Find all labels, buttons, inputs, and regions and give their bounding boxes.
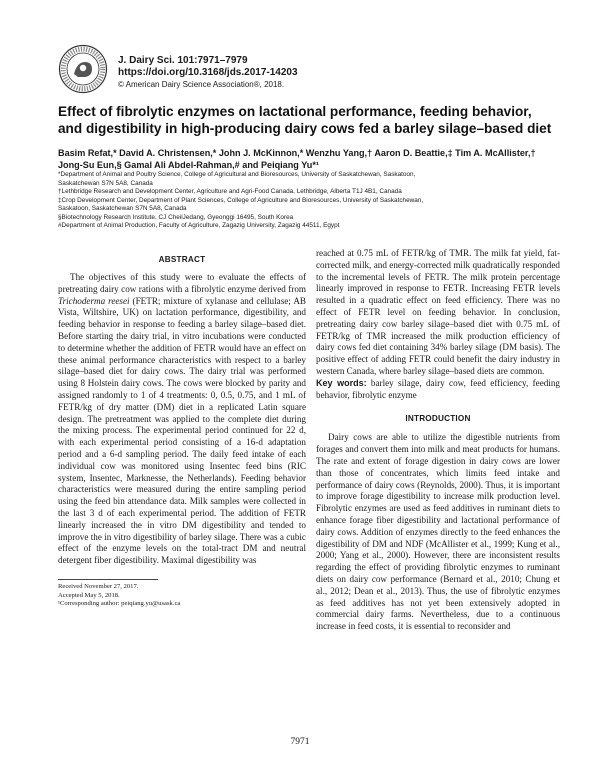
article-title: Effect of fibrolytic enzymes on lactational performance, feeding behavior, and digestibility in high-producing dairy cows fed a barley silage–based diet [58,104,552,136]
affiliations [58,171,478,231]
abstract-heading: ABSTRACT [158,255,206,264]
affiliation-line: †Lethbridge Research and Development Center, Agriculture and Agri-Food Canada, Lethbridge, Alberta T1J 4B1, Canada [58,188,402,195]
footnote-divider [58,579,158,580]
journal-citation: J. Dairy Sci. 101:7971–7979 [118,55,248,66]
affiliation-line: Saskatchewan S7N 5A8, Canada [58,179,153,187]
doi-link[interactable]: https://doi.org/10.3168/jds.2017-14203 [118,67,298,78]
footnotes [58,583,306,609]
abstract-text-continued: (FETR; mixture of xylanase and cellulase; AB Vista, Wiltshire, UK) on lactation performance, digestibility, and feeding behavior in response to feeding a barley silage–based diet. Before starting the dairy trial, in vitro incubations were conducted to determine whether the addition of FETR would have an effect on these animal performance characteristics with respect to a barley silage–based diet for dairy cows. The dairy trial was performed using 8 Holstein dairy cows. The cows were blocked by parity and assigned randomly to 1 of 4 treatments: 0, 0.5, 0.75, and 1 mL of FETR/kg of dry matter (DM) diet in a replicated Latin square design. The pretreatment was applied to the complete diet during the mixing process. The experimental period continued for 22 d, with each experimental period consisting of a 16-d adaptation period and a 6-d sampling period. The daily feed intake of each individual cow was monitored using Insentec feed bins (RIC system, Insentec, Marknesse, the Netherlands). Feeding behavior characteristics were measured during the entire sampling period using the feed bin attendance data. Milk samples were collected in the last 3 d of each experimental period. The addition of FETR linearly increased the in vitro DM digestibility and tended to improve the in vitro digestibility of barley silage. There was a cubic effect of the enzyme levels on the total-tract DM and neutral detergent fiber digestibility. Maximal digestibility was [58,295,306,566]
copyright-notice: © American Dairy Science Association®, 2018. [118,80,285,89]
affiliation-line: ‡Crop Development Center, Department of Plant Sciences, College of Agriculture and Bioresources, University of Saskatchewan, [58,196,424,204]
author-list: Basim Refat,* David A. Christensen,* John J. McKinnon,* Wenzhu Yang,† Aaron D. Beattie,‡ Tim A. McAllister,† Jong-Su Eun,§ Gamal Ali Abdel-Rahman,# and Peiqiang Yu*¹ [58,148,536,170]
species-name: Trichoderma reesei [58,295,130,306]
adsa-logo [58,44,108,94]
keywords-label: Key words: [316,377,367,388]
affiliation-line: Saskatoon, Saskatchewan S7N 5A8, Canada [58,205,187,212]
abstract-text-lead: The objectives of this study were to evaluate the effects of pretreating dairy cow rations with a fibrolytic enzyme derived from [58,272,306,294]
page-number: 7971 [290,737,310,747]
introduction-text: Dairy cows are able to utilize the digestible nutrients from forages and convert them into milk and meat products for humans. The rate and extent of forage digestion in dairy cows are lower than those of concentrates, which limits feed intake and performance of dairy cows (Reynolds, 2000). Thus, it is important to improve forage digestibility to increase milk production level. Fibrolytic enzymes are used as feed additives in ruminant diets to enhance forage fiber digestibility and lactational performance of dairy cows. Addition of enzymes directly to the feed enhances the digestibility of DM and NDF (McAllister et al., 1999; Kung et al., 2000; Yang et al., 2000). However, there are inconsistent results regarding the effect of providing fibrolytic enzymes to ruminant diets on dairy cow performance (Bernard et al., 2010; Chung et al., 2012; Dean et al., 2013). Thus, the use of fibrolytic enzymes as feed additives has not yet been extensively adopted in commercial dairy farms. Nevertheless, due to a continuous increase in feed costs, it is essential to reconsider and [316,432,560,632]
affiliation-line: #Department of Animal Production, Faculty of Agriculture, Zagazig University, Zagazig 44511, Egypt [58,222,340,229]
received-date: Received November 27, 2017. [58,582,139,590]
affiliation-line: *Department of Animal and Poultry Science, College of Agricultural and Bioresources, University of Saskatchewan, Saskatoon, [58,171,416,178]
affiliation-line: §Biotechnology Research Institute, CJ CheilJedang, Gyeonggi 16495, South Korea [58,213,294,221]
left-column [58,255,306,609]
abstract-text-part1 [58,272,306,567]
introduction-heading: INTRODUCTION [405,414,471,424]
keywords-list: barley silage, dairy cow, feed efficiency, feeding behavior, fibrolytic enzyme [316,377,560,400]
journal-meta [118,55,298,90]
corresponding-author: ¹Corresponding author: peiqiang.yu@usask.ca [58,600,181,608]
accepted-date: Accepted May 5, 2018. [58,591,120,599]
keywords [316,378,560,402]
abstract-text-part2: reached at 0.75 mL of FETR/kg of TMR. The milk fat yield, fat-corrected milk, and energy-corrected milk quadratically responded to the incremental levels of FETR. The milk protein percentage linearly improved in response to FETR. Increasing FETR levels resulted in a quadratic effect on feed efficiency. There was no effect of FETR level on feeding behavior. In conclusion, pretreating dairy cow barley silage–based diet with 0.75 mL of FETR/kg of TMR increased the milk production efficiency of dairy cows fed diet containing 34% barley silage (DM basis). The positive effect of adding FETR could benefit the dairy industry in western Canada, where barley silage–based diets are common. [316,248,560,376]
right-column [316,248,560,633]
